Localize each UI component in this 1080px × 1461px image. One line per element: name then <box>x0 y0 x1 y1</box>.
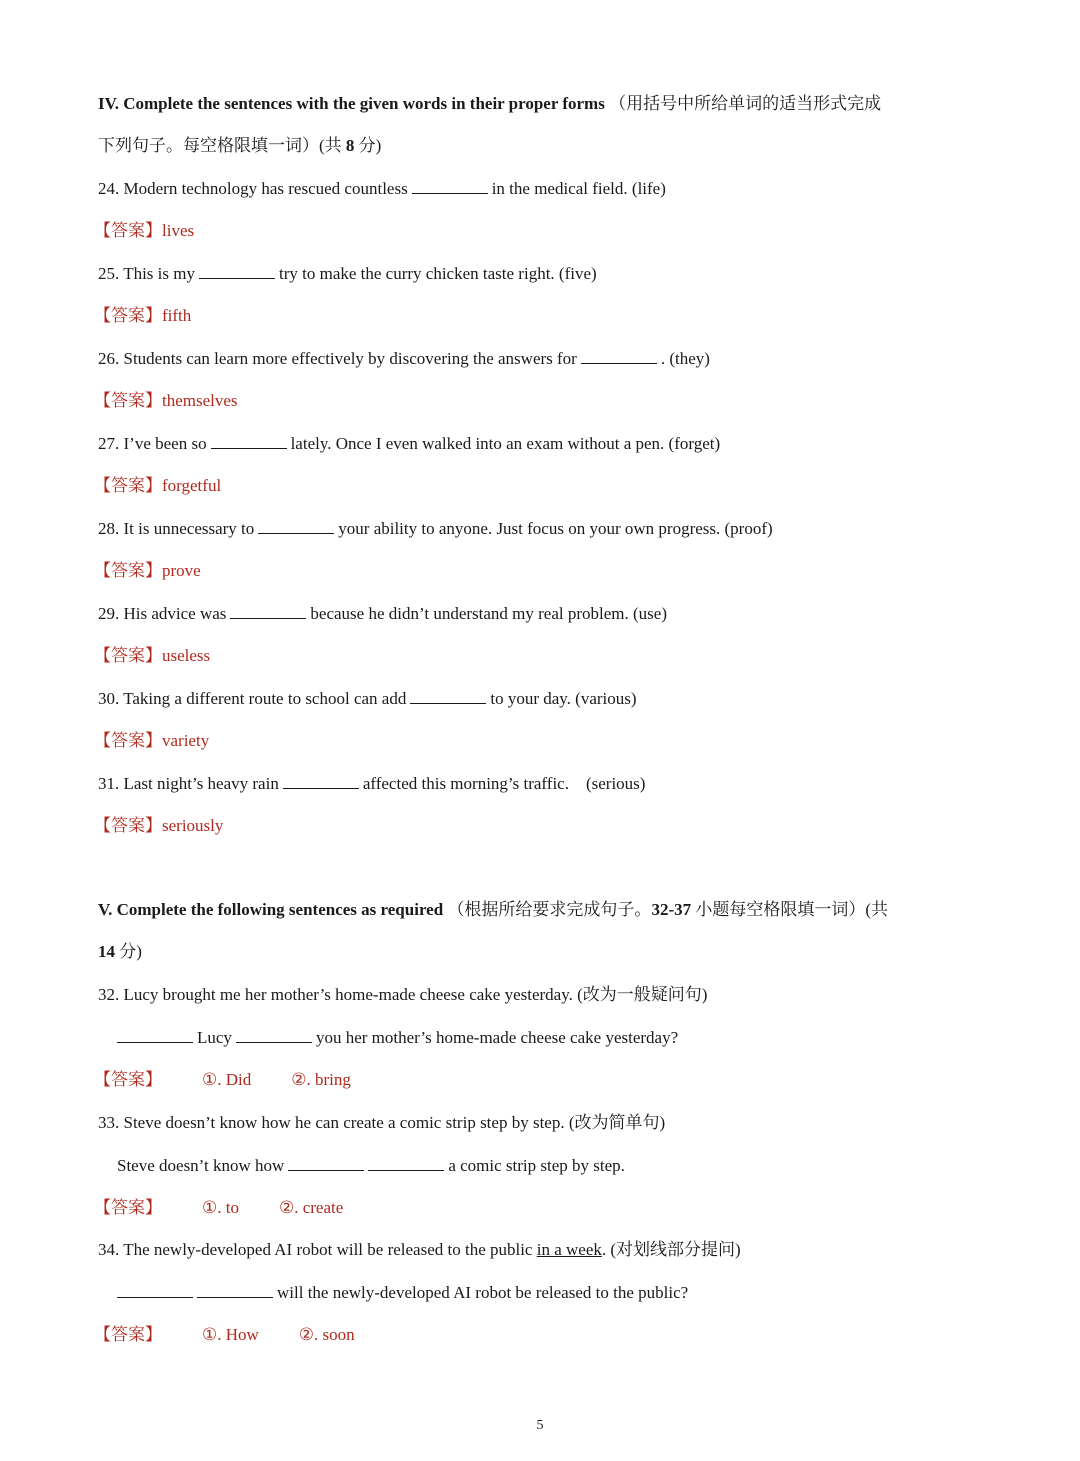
question-text: . (对划线部分提问) <box>601 1240 741 1259</box>
answer-tag: 【答案】 <box>94 731 162 750</box>
answer-tag: 【答案】 <box>94 1070 162 1089</box>
blank <box>199 263 275 279</box>
blank <box>412 178 488 194</box>
blank <box>236 1027 312 1043</box>
question-text: try to make the curry chicken taste right. (five) <box>278 264 597 283</box>
answer-tag: 【答案】 <box>94 476 162 495</box>
question-25 <box>98 262 597 286</box>
question-text: 26. Students can learn more effectively by discovering the answers for <box>98 349 577 368</box>
answer-26 <box>94 389 238 413</box>
answer-tag: 【答案】 <box>94 391 162 410</box>
blank <box>581 348 657 364</box>
answer-text: forgetful <box>162 476 222 495</box>
section-5-score: 14 <box>98 942 115 961</box>
answer-tag: 【答案】 <box>94 1325 162 1344</box>
question-text: 31. Last night’s heavy rain <box>98 774 279 793</box>
answer-33 <box>94 1196 344 1220</box>
question-29 <box>98 602 667 626</box>
section-5-range: 32-37 <box>651 900 692 919</box>
answer-28 <box>94 559 201 583</box>
question-text: . (they) <box>660 349 710 368</box>
answer-tag: 【答案】 <box>94 646 162 665</box>
question-27 <box>98 432 720 456</box>
answer-tag: 【答案】 <box>94 561 162 580</box>
page-number: 5 <box>536 1418 544 1433</box>
section-4-heading <box>98 92 881 116</box>
blank <box>258 518 334 534</box>
answer-24 <box>94 219 195 243</box>
question-text: 29. His advice was <box>98 604 227 623</box>
section-5-note-b: 小题每空格限填一词）(共 <box>691 900 889 919</box>
answer-tag: 【答案】 <box>94 1198 162 1217</box>
question-text: 30. Taking a different route to school can add <box>98 689 407 708</box>
answer-29 <box>94 644 211 668</box>
answer-text: useless <box>162 646 211 665</box>
question-text: 28. It is unnecessary to <box>98 519 255 538</box>
question-text: 33. Steve doesn’t know how he can create a comic strip step by step. (改为简单句) <box>98 1113 666 1132</box>
question-text: 24. Modern technology has rescued countless <box>98 179 408 198</box>
question-text: Lucy <box>197 1028 232 1047</box>
blank <box>117 1027 193 1043</box>
section-5-heading-cont <box>98 940 142 964</box>
blank <box>230 603 306 619</box>
answer-text: prove <box>162 561 201 580</box>
answer-text: ①. How <box>202 1325 259 1344</box>
question-text: your ability to anyone. Just focus on your own progress. (proof) <box>338 519 773 538</box>
section-5-heading <box>98 898 888 922</box>
question-text: 34. The newly-developed AI robot will be released to the public <box>98 1240 533 1259</box>
question-text: 32. Lucy brought me her mother’s home-made cheese cake yesterday. (改为一般疑问句) <box>98 985 708 1004</box>
section-5-note-a: （根据所给要求完成句子。 <box>447 900 652 919</box>
question-24 <box>98 177 666 201</box>
answer-text: ①. to <box>202 1198 239 1217</box>
section-5-title: V. Complete the following sentences as required <box>98 900 444 919</box>
answer-text: ②. soon <box>298 1325 355 1344</box>
question-text: in the medical field. (life) <box>491 179 666 198</box>
question-text: affected this morning’s traffic. (serious) <box>362 774 646 793</box>
question-33-sentence <box>117 1154 625 1178</box>
question-text: because he didn’t understand my real problem. (use) <box>310 604 667 623</box>
answer-tag: 【答案】 <box>94 816 162 835</box>
answer-text: seriously <box>162 816 224 835</box>
blank <box>283 773 359 789</box>
question-text: to your day. (various) <box>490 689 637 708</box>
question-32 <box>98 983 707 1007</box>
question-text: will the newly-developed AI robot be released to the public? <box>277 1283 689 1302</box>
question-text: 27. I’ve been so <box>98 434 207 453</box>
question-33 <box>98 1111 665 1135</box>
answer-text: fifth <box>162 306 192 325</box>
answer-text: ①. Did <box>202 1070 252 1089</box>
question-31 <box>98 772 645 796</box>
answer-30 <box>94 729 210 753</box>
underlined-phrase: in a week <box>536 1240 602 1259</box>
question-text: you her mother’s home-made cheese cake yesterday? <box>315 1028 679 1047</box>
question-text: 25. This is my <box>98 264 195 283</box>
blank <box>117 1282 193 1298</box>
question-30 <box>98 687 637 711</box>
answer-32 <box>94 1068 351 1092</box>
question-26 <box>98 347 710 371</box>
answer-25 <box>94 304 192 328</box>
answer-31 <box>94 814 224 838</box>
answer-text: lives <box>162 221 195 240</box>
question-text: a comic strip step by step. <box>448 1156 625 1175</box>
section-4-heading-cont <box>98 134 381 158</box>
answer-27 <box>94 474 222 498</box>
answer-text: themselves <box>162 391 238 410</box>
answer-text: ②. create <box>278 1198 344 1217</box>
blank <box>410 688 486 704</box>
section-4-note-a: （用括号中所给单词的适当形式完成 <box>609 94 882 113</box>
blank <box>197 1282 273 1298</box>
section-4-title: IV. Complete the sentences with the given words in their proper forms <box>98 94 605 113</box>
answer-tag: 【答案】 <box>94 306 162 325</box>
answer-tag: 【答案】 <box>94 221 162 240</box>
question-text: Steve doesn’t know how <box>117 1156 285 1175</box>
question-34 <box>98 1238 741 1262</box>
blank <box>368 1155 444 1171</box>
answer-text: variety <box>162 731 210 750</box>
section-4-note-c: 分) <box>354 136 382 155</box>
question-text: lately. Once I even walked into an exam without a pen. (forget) <box>290 434 721 453</box>
blank <box>288 1155 364 1171</box>
answer-34 <box>94 1323 355 1347</box>
section-4-score: 8 <box>345 136 355 155</box>
blank <box>211 433 287 449</box>
section-4-note-b: 下列句子。每空格限填一词）(共 <box>98 136 346 155</box>
question-34-sentence <box>117 1281 688 1305</box>
question-28 <box>98 517 773 541</box>
question-32-sentence <box>117 1026 678 1050</box>
section-5-note-c: 分) <box>115 942 142 961</box>
answer-text: ②. bring <box>291 1070 351 1089</box>
